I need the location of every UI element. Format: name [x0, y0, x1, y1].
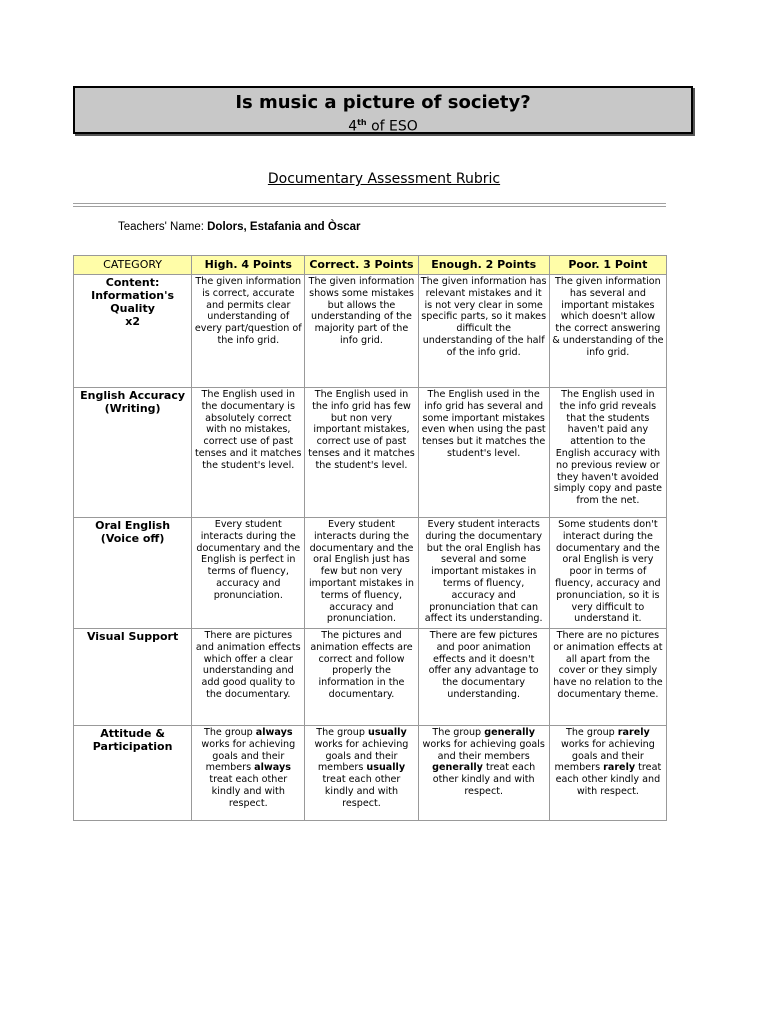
- header-high: High. 4 Points: [192, 256, 305, 275]
- text-emphasis: usually: [368, 727, 407, 738]
- header-correct: Correct. 3 Points: [305, 256, 418, 275]
- criteria-cell: There are no pictures or animation effects at all apart from the cover or they simply have no relation to the documentary theme.: [549, 629, 666, 726]
- title-box: [73, 86, 693, 134]
- text-part: treat each other kindly and with respect.: [555, 762, 662, 797]
- table-row: [74, 388, 667, 518]
- criteria-cell: The given information has several and important mistakes which doesn't allow the correct answering & understanding of the info grid.: [549, 275, 666, 388]
- criteria-cell: Every student interacts during the documentary but the oral English has several and some important mistakes in terms of fluency, accuracy and pronunciation that can affect its understanding.: [418, 518, 549, 629]
- table-row: [74, 726, 667, 821]
- text-part: works for achieving goals and their members: [422, 738, 545, 762]
- text-part: The group: [316, 727, 369, 738]
- grade-superscript: th: [357, 118, 367, 127]
- grade-rest: of ESO: [366, 118, 418, 135]
- category-line: Visual Support: [86, 630, 179, 643]
- criteria-cell: [305, 726, 418, 821]
- text-part: works for achieving goals and their members: [554, 738, 655, 774]
- category-cell: [74, 629, 192, 726]
- text-emphasis: always: [255, 727, 293, 738]
- category-line: x2: [125, 315, 140, 328]
- text-part: The group: [203, 727, 256, 738]
- category-line: Oral English: [95, 519, 171, 532]
- header-row: [74, 256, 667, 275]
- category-cell: [74, 518, 192, 629]
- criteria-cell: The pictures and animation effects are correct and follow properly the information in the documentary.: [305, 629, 418, 726]
- divider-top: [73, 203, 666, 204]
- criteria-cell: The given information is correct, accurate and permits clear understanding of every part/question of the info grid.: [192, 275, 305, 388]
- table-row: [74, 518, 667, 629]
- teachers-label: Teachers' Name:: [118, 221, 208, 233]
- text-emphasis: rarely: [617, 727, 650, 738]
- text-part: The group: [432, 727, 485, 738]
- document-title: Is music a picture of society?: [235, 92, 531, 113]
- text-part: works for achieving goals and their members: [201, 738, 296, 774]
- category-line: (Writing): [104, 402, 161, 415]
- text-part: works for achieving goals and their members: [314, 738, 409, 774]
- table-row: [74, 275, 667, 388]
- criteria-cell: Every student interacts during the documentary and the English is perfect in terms of fluency, accuracy and pronunciation.: [192, 518, 305, 629]
- text-emphasis: usually: [366, 762, 406, 774]
- text-emphasis: rarely: [603, 762, 636, 774]
- rubric-table: [73, 255, 667, 821]
- text-part: treat each other kindly and with respect.: [322, 774, 401, 809]
- text-part: treat each other kindly and with respect.: [209, 774, 288, 809]
- header-category: CATEGORY: [74, 256, 192, 275]
- criteria-cell: The English used in the info grid has few but non very important mistakes, correct use of past tenses and it matches the student's level.: [305, 388, 418, 518]
- criteria-cell: The given information shows some mistakes but allows the understanding of the majority part of the info grid.: [305, 275, 418, 388]
- grade-number: 4: [348, 118, 358, 135]
- teachers-line: [118, 221, 361, 233]
- category-line: Content:: [105, 276, 160, 289]
- table-row: [74, 629, 667, 726]
- header-poor: Poor. 1 Point: [549, 256, 666, 275]
- criteria-cell: The English used in the info grid reveals that the students haven't paid any attention to the English accuracy with no previous review or they haven't avoided simply copy and paste from the net.: [549, 388, 666, 518]
- category-line: Information's: [91, 289, 175, 302]
- criteria-cell: The given information has relevant mistakes and it is not very clear in some specific parts, so it makes difficult the understanding of the half of the info grid.: [418, 275, 549, 388]
- text-emphasis: always: [254, 762, 291, 774]
- rubric-heading: Documentary Assessment Rubric: [267, 171, 501, 187]
- category-cell: [74, 275, 192, 388]
- criteria-cell: [418, 726, 549, 821]
- divider-bottom: [73, 206, 666, 207]
- criteria-cell: There are few pictures and poor animation effects and it doesn't offer any advantage to the documentary understanding.: [418, 629, 549, 726]
- criteria-cell: There are pictures and animation effects which offer a clear understanding and add good quality to the documentary.: [192, 629, 305, 726]
- category-line: Participation: [92, 740, 173, 753]
- category-cell: [74, 726, 192, 821]
- text-emphasis: generally: [484, 727, 535, 738]
- category-line: Quality: [110, 302, 155, 315]
- text-emphasis: generally: [432, 762, 483, 774]
- criteria-cell: [549, 726, 666, 821]
- category-line: English Accuracy: [80, 389, 186, 402]
- header-enough: Enough. 2 Points: [418, 256, 549, 275]
- criteria-cell: The English used in the documentary is absolutely correct with no mistakes, correct use of past tenses and it matches the student's level.: [192, 388, 305, 518]
- category-line: (Voice off): [100, 532, 165, 545]
- category-line: Attitude &: [100, 727, 165, 740]
- criteria-cell: Every student interacts during the documentary and the oral English just has few but non very important mistakes in terms of fluency, accuracy and pronunciation.: [305, 518, 418, 629]
- text-part: The group: [565, 727, 618, 738]
- category-cell: [74, 388, 192, 518]
- criteria-cell: Some students don't interact during the documentary and the oral English is very poor in terms of fluency, accuracy and pronunciation, so it is very difficult to understand it.: [549, 518, 666, 629]
- criteria-cell: [192, 726, 305, 821]
- criteria-cell: The English used in the info grid has several and some important mistakes even when using the past tenses but it matches the student's level.: [418, 388, 549, 518]
- teachers-names: Dolors, Estafania and Òscar: [207, 221, 361, 233]
- document-subtitle: [75, 114, 691, 136]
- text-part: treat each other kindly and with respect.: [432, 762, 536, 797]
